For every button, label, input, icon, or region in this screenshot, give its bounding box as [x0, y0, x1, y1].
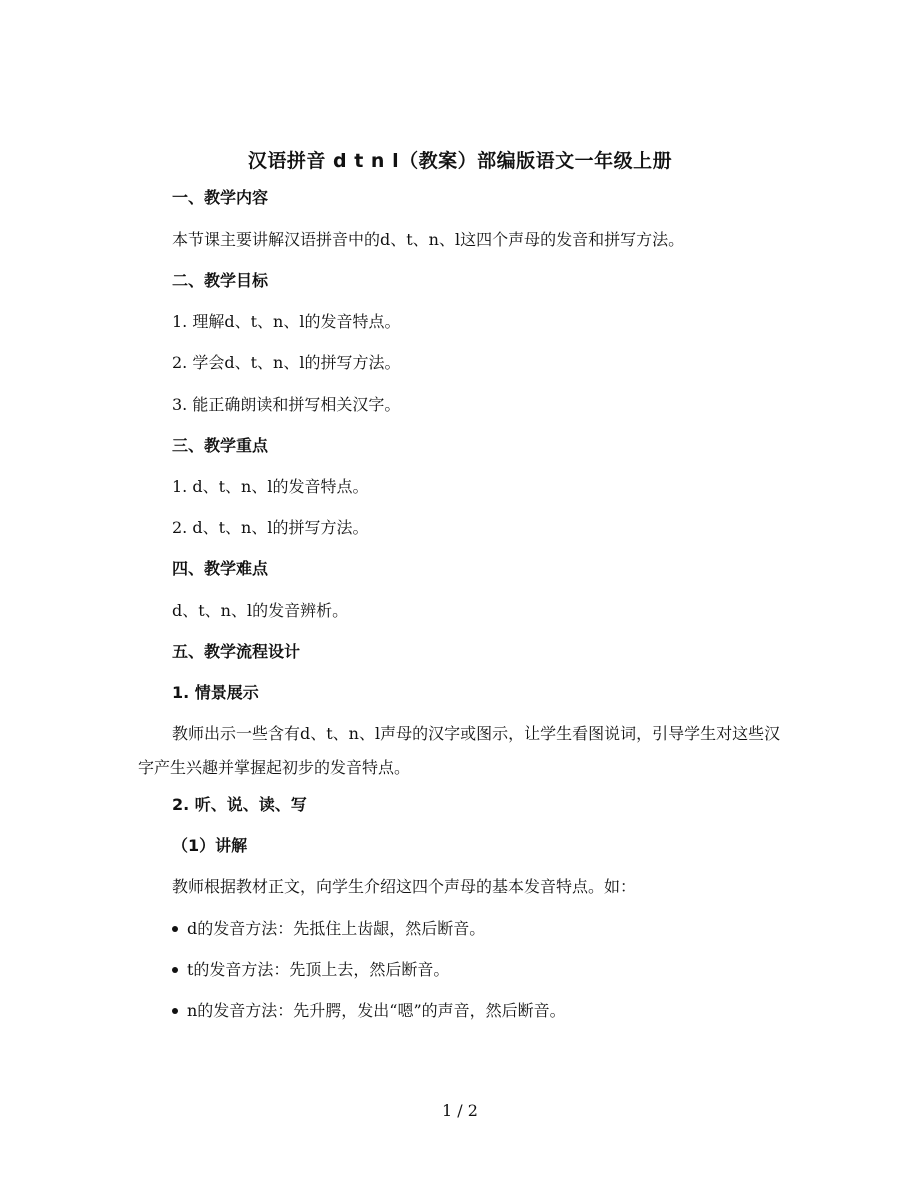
section-heading-content: 一、教学内容	[172, 188, 269, 207]
process-subheading-2: 2. 听、说、读、写	[172, 795, 307, 814]
document-title: 汉语拼音 d t n l（教案）部编版语文一年级上册	[247, 150, 673, 172]
list-item	[172, 1000, 566, 1022]
page-number: 1 / 2	[442, 1101, 478, 1120]
bullet-icon	[172, 1008, 178, 1014]
bullet-icon	[172, 926, 178, 932]
key-point-item-1: 1. d、t、n、l的发音特点。	[172, 477, 369, 496]
objective-item-2: 2. 学会d、t、n、l的拼写方法。	[172, 353, 401, 372]
bullet-text: n的发音方法：先升腭，发出“嗯”的声音，然后断音。	[187, 1001, 566, 1020]
list-item	[172, 918, 485, 940]
process-paragraph-2: 教师根据教材正文，向学生介绍这四个声母的基本发音特点。如：	[172, 877, 637, 896]
bullet-text: d的发音方法：先抵住上齿龈，然后断音。	[187, 919, 486, 938]
bullet-text: t的发音方法：先顶上去，然后断音。	[187, 960, 450, 979]
process-subheading-2-1: （1）讲解	[172, 836, 248, 855]
section-heading-difficulties: 四、教学难点	[172, 559, 269, 578]
objective-item-3: 3. 能正确朗读和拼写相关汉字。	[172, 395, 401, 414]
section-heading-key-points: 三、教学重点	[172, 436, 269, 455]
key-point-item-2: 2. d、t、n、l的拼写方法。	[172, 518, 369, 537]
process-subheading-1: 1. 情景展示	[172, 683, 259, 702]
list-item	[172, 959, 449, 981]
section-content-text: 本节课主要讲解汉语拼音中的d、t、n、l这四个声母的发音和拼写方法。	[172, 230, 685, 249]
process-paragraph-1: 教师出示一些含有d、t、n、l声母的汉字或图示，让学生看图说词，引导学生对这些汉字产生兴趣并掌握起初步的发音特点。	[138, 724, 781, 777]
objective-item-1: 1. 理解d、t、n、l的发音特点。	[172, 312, 401, 331]
bullet-icon	[172, 967, 178, 973]
difficulty-text: d、t、n、l的发音辨析。	[172, 601, 349, 620]
section-heading-objectives: 二、教学目标	[172, 271, 269, 290]
section-heading-process: 五、教学流程设计	[172, 642, 301, 661]
